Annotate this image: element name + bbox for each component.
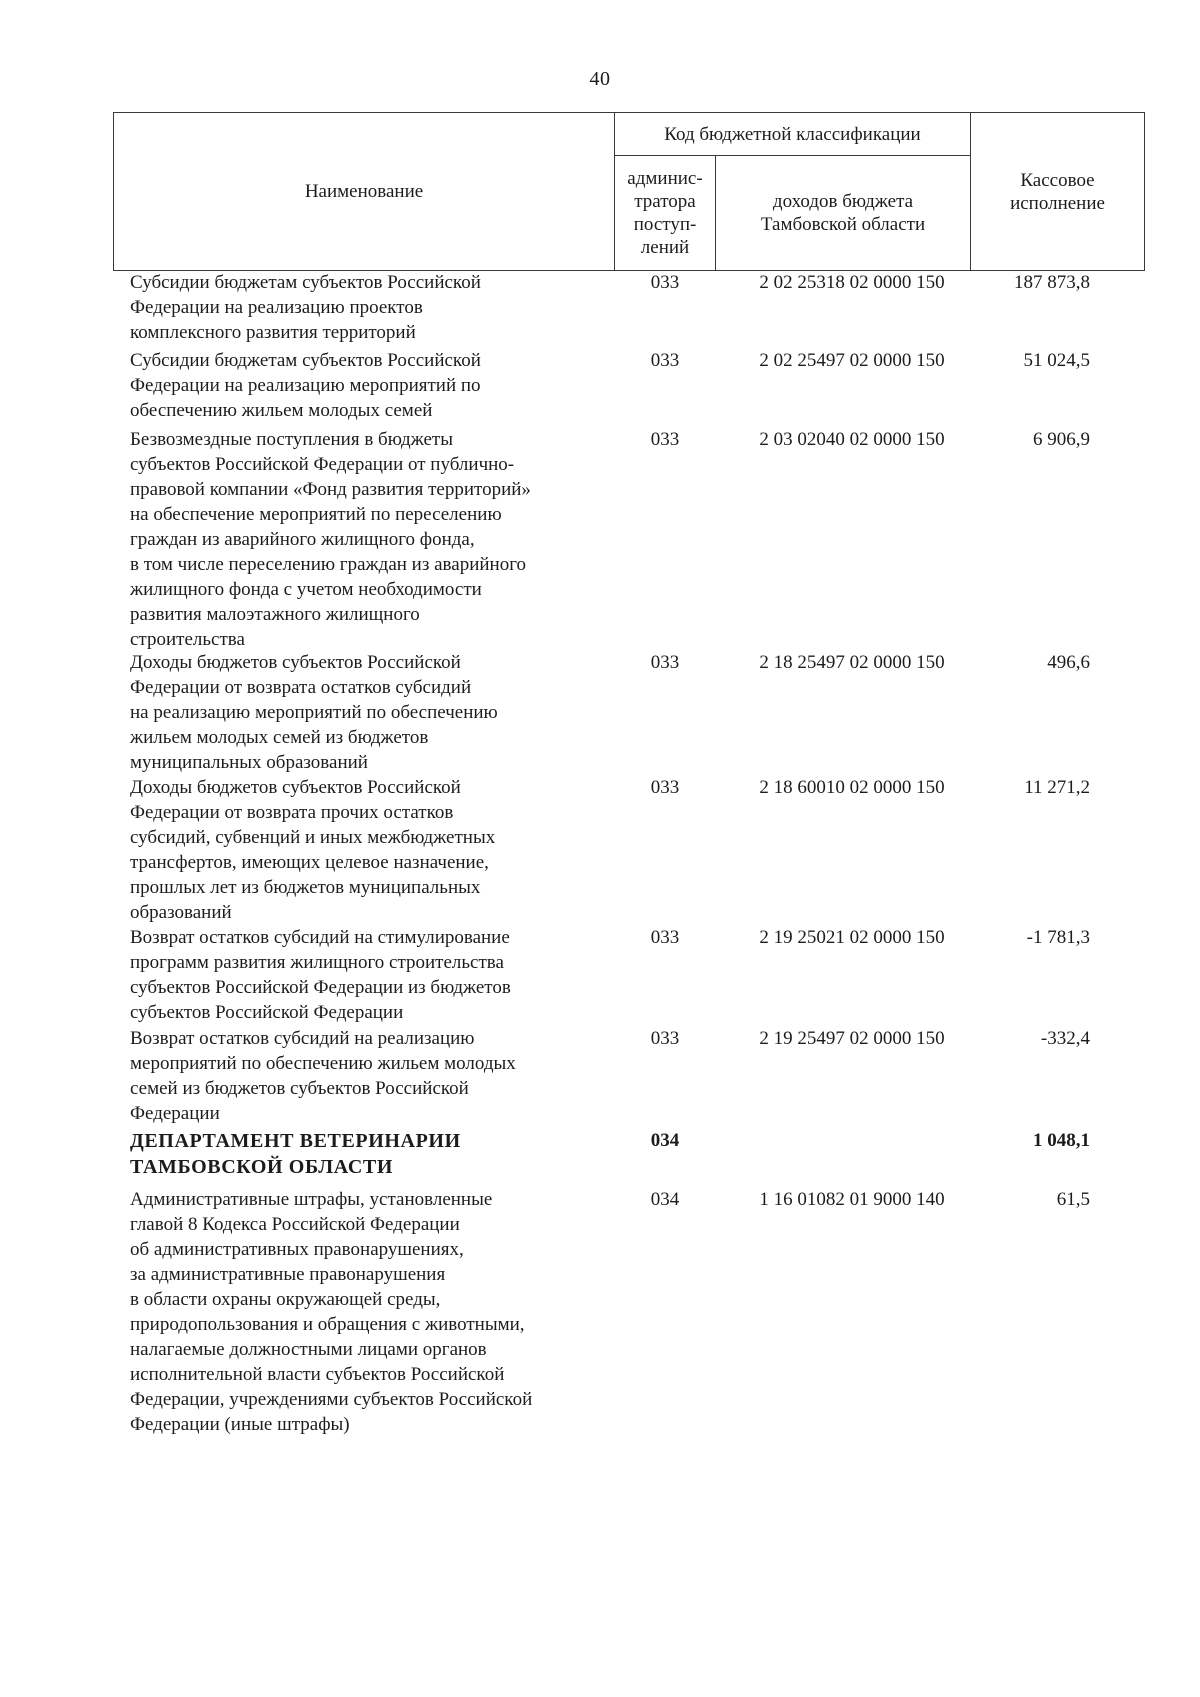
row-admin-code: 034 bbox=[650, 1130, 680, 1151]
row-admin-code: 033 bbox=[650, 350, 680, 371]
row-revenue-code: 2 02 25497 02 0000 150 bbox=[759, 350, 945, 371]
row-amount: -1 781,3 bbox=[1026, 927, 1090, 948]
row-name: Возврат остатков субсидий на реализацию мероприятий по обеспечению жильем молодых семей из бюджетов субъектов Российской Федерации bbox=[130, 1028, 516, 1124]
row-name: Административные штрафы, установленные главой 8 Кодекса Российской Федерации об административных правонарушениях, за административные правонарушения в области охраны окружающей среды, природопользования и обращения с животными, налагаемые должностными лицами органов исполнительной власти субъектов Российской Федерации, учреждениями субъектов Российской Федерации (иные штрафы) bbox=[130, 1189, 533, 1435]
row-admin-code: 033 bbox=[650, 927, 680, 948]
row-admin-code: 033 bbox=[650, 1028, 680, 1049]
row-name: Доходы бюджетов субъектов Российской Федерации от возврата остатков субсидий на реализацию мероприятий по обеспечению жильем молодых семей из бюджетов муниципальных образований bbox=[130, 652, 498, 773]
row-revenue-code: 2 18 60010 02 0000 150 bbox=[759, 777, 945, 798]
row-revenue-code: 2 19 25497 02 0000 150 bbox=[759, 1028, 945, 1049]
row-amount: 496,6 bbox=[1047, 652, 1090, 673]
department-total: 1 048,1 bbox=[1033, 1130, 1090, 1151]
row-amount: -332,4 bbox=[1040, 1028, 1090, 1049]
header-cash-execution: Кассовое исполнение bbox=[971, 113, 1145, 271]
row-revenue-code: 2 19 25021 02 0000 150 bbox=[759, 927, 945, 948]
row-admin-code: 033 bbox=[650, 429, 680, 450]
row-amount: 61,5 bbox=[1056, 1189, 1090, 1210]
row-admin-code: 033 bbox=[650, 777, 680, 798]
row-revenue-code: 2 03 02040 02 0000 150 bbox=[759, 429, 945, 450]
row-name: Субсидии бюджетам субъектов Российской Федерации на реализацию мероприятий по обеспечению жильем молодых семей bbox=[130, 350, 481, 421]
row-amount: 51 024,5 bbox=[1023, 350, 1090, 371]
table-header bbox=[113, 112, 1145, 271]
row-admin-code: 034 bbox=[650, 1189, 680, 1210]
row-name: Возврат остатков субсидий на стимулирование программ развития жилищного строительства субъектов Российской Федерации из бюджетов субъектов Российской Федерации bbox=[130, 927, 511, 1023]
row-name: Доходы бюджетов субъектов Российской Федерации от возврата прочих остатков субсидий, субвенций и иных межбюджетных трансфертов, имеющих целевое назначение, прошлых лет из бюджетов муниципальных образований bbox=[130, 777, 496, 923]
row-name: Субсидии бюджетам субъектов Российской Федерации на реализацию проектов комплексного развития территорий bbox=[130, 272, 481, 343]
page-number: 40 bbox=[589, 68, 611, 90]
row-revenue-code: 2 18 25497 02 0000 150 bbox=[759, 652, 945, 673]
header-admin-code: админис-тратора поступ-лений bbox=[615, 156, 716, 271]
row-amount: 11 271,2 bbox=[1024, 777, 1090, 798]
row-admin-code: 033 bbox=[650, 652, 680, 673]
row-revenue-code: 2 02 25318 02 0000 150 bbox=[759, 272, 945, 293]
row-admin-code: 033 bbox=[650, 272, 680, 293]
header-classification-group: Код бюджетной классификации bbox=[615, 113, 971, 156]
row-name: Безвозмездные поступления в бюджеты субъектов Российской Федерации от публично- правовой компании «Фонд развития территорий» на обеспечение мероприятий по переселению граждан из аварийного жилищного фонда, в том числе переселению граждан из аварийного жилищного фонда с учетом необходимости развития малоэтажного жилищного строительства bbox=[130, 429, 531, 650]
row-amount: 187 873,8 bbox=[1014, 272, 1090, 293]
row-amount: 6 906,9 bbox=[1033, 429, 1090, 450]
header-name: Наименование bbox=[114, 113, 615, 271]
header-revenue-code: доходов бюджета Тамбовской области bbox=[716, 156, 971, 271]
row-revenue-code: 1 16 01082 01 9000 140 bbox=[759, 1189, 945, 1210]
department-name: ДЕПАРТАМЕНТ ВЕТЕРИНАРИИ ТАМБОВСКОЙ ОБЛАСТИ bbox=[130, 1130, 461, 1178]
